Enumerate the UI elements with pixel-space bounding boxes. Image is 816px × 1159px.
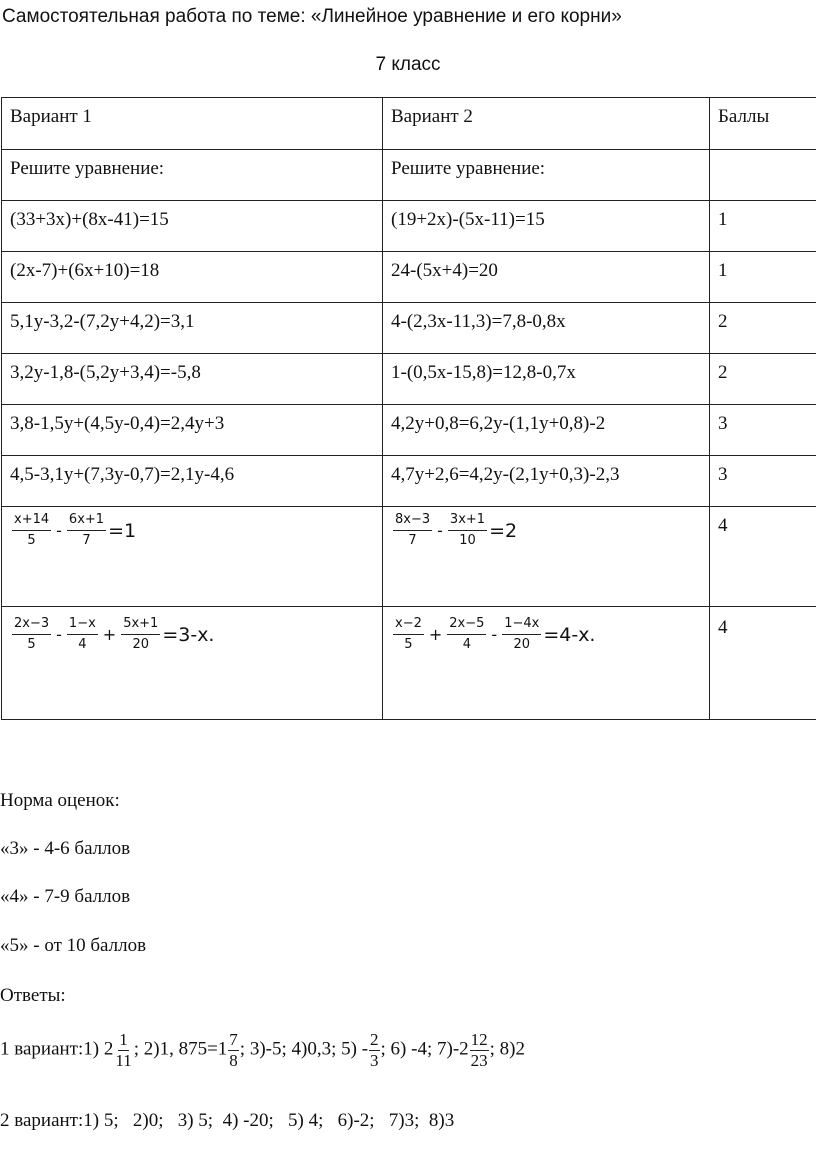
fraction: $\frac{1}{11}$ (115, 1030, 132, 1070)
equation-v1: (2x-7)+(6x+10)=18 (2, 252, 383, 303)
fraction: $\frac{x+14}{5}$ (14, 512, 50, 549)
answers-variant-1: 1 вариант:1) 2 $\frac{1}{11}$ ; 2)1, 875=1 $\frac{7}{8}$ ; 3)-5; 4)0,3; 5) - $\frac{2}{3}$ ; 6) -4; 7)-2 $\frac{12}{23}$ ; 8)2 (0, 1030, 526, 1070)
points-cell: 1 (710, 201, 816, 252)
answers-variant-2: 2 вариант:1) 5; 2)0; 3) 5; 4) -20; 5) 4; 6)-2; 7)3; 8)3 (0, 1110, 455, 1131)
equation-v1: 4,5-3,1y+(7,3y-0,7)=2,1y-4,6 (2, 456, 383, 507)
instruction-points (710, 150, 816, 201)
equation-v2: 4-(2,3x-11,3)=7,8-0,8x (383, 303, 710, 354)
header-points: Баллы (710, 98, 816, 150)
equation-v2: 4,7y+2,6=4,2y-(2,1y+0,3)-2,3 (383, 456, 710, 507)
equation-v2: 24-(5x+4)=20 (383, 252, 710, 303)
instruction-v2: Решите уравнение: (383, 150, 710, 201)
fraction-row (2, 507, 816, 607)
equation-v2: 1-(0,5x-15,8)=12,8-0,7x (383, 354, 710, 405)
table-row (2, 303, 816, 354)
fraction: $\frac{2x-5}{4}$ (449, 616, 485, 653)
fraction: $\frac{8x-3}{7}$ (395, 512, 431, 549)
answers-heading: Ответы: (0, 985, 66, 1006)
table-row (2, 354, 816, 405)
fraction-equation-v2: $\frac{x-2}{5}$ + $\frac{2x-5}{4}$ - $\frac{1-4x}{20}$ =4-x. (383, 607, 710, 720)
instruction-v1: Решите уравнение: (2, 150, 383, 201)
equation-v1: 3,2y-1,8-(5,2y+3,4)=-5,8 (2, 354, 383, 405)
grading-line: «4» - 7-9 баллов (0, 886, 131, 907)
equation-v2: 4,2y+0,8=6,2y-(1,1y+0,8)-2 (383, 405, 710, 456)
fraction: $\frac{2}{3}$ (370, 1030, 379, 1070)
fraction: $\frac{6x+1}{7}$ (68, 512, 105, 549)
fraction-equation-v1: $\frac{x+14}{5}$ - $\frac{6x+1}{7}$ =1 (2, 507, 383, 607)
fraction: $\frac{3x+1}{10}$ (449, 512, 486, 549)
fraction: $\frac{5x+1}{20}$ (123, 616, 159, 653)
fraction: $\frac{1-4x}{20}$ (504, 616, 540, 653)
fraction-equation-v1: $\frac{2x-3}{5}$ - $\frac{1-x}{4}$ + $\frac{5x+1}{20}$ =3-x. (2, 607, 383, 720)
grading-line: «5» - от 10 баллов (0, 935, 147, 956)
fraction: $\frac{7}{8}$ (229, 1030, 238, 1070)
table-row (2, 252, 816, 303)
equation-v1: (33+3x)+(8x-41)=15 (2, 201, 383, 252)
table-row (2, 201, 816, 252)
table-row (2, 456, 816, 507)
fraction: $\frac{1-x}{4}$ (68, 616, 96, 653)
points-cell: 3 (710, 405, 816, 456)
fraction: $\frac{12}{23}$ (470, 1030, 488, 1070)
equation-v1: 5,1y-3,2-(7,2y+4,2)=3,1 (2, 303, 383, 354)
points-cell: 1 (710, 252, 816, 303)
fraction: $\frac{2x-3}{5}$ (14, 616, 50, 653)
equations-table (1, 97, 816, 720)
table-row (2, 405, 816, 456)
header-variant-2: Вариант 2 (383, 98, 710, 150)
fraction-row (2, 607, 816, 720)
table-header-row (2, 98, 816, 150)
grading-line: «3» - 4-6 баллов (0, 838, 131, 859)
points-cell: 4 (710, 507, 816, 607)
equation-v1: 3,8-1,5y+(4,5y-0,4)=2,4y+3 (2, 405, 383, 456)
equation-v2: (19+2x)-(5x-11)=15 (383, 201, 710, 252)
page-title: Самостоятельная работа по теме: «Линейное уравнение и его корни» (2, 6, 622, 27)
header-variant-1: Вариант 1 (2, 98, 383, 150)
points-cell: 4 (710, 607, 816, 720)
points-cell: 2 (710, 354, 816, 405)
instruction-row (2, 150, 816, 201)
grade-label: 7 класс (375, 54, 441, 75)
fraction-equation-v2: $\frac{8x-3}{7}$ - $\frac{3x+1}{10}$ =2 (383, 507, 710, 607)
grading-heading: Норма оценок: (0, 790, 120, 811)
fraction: $\frac{x-2}{5}$ (395, 616, 422, 653)
points-cell: 3 (710, 456, 816, 507)
points-cell: 2 (710, 303, 816, 354)
